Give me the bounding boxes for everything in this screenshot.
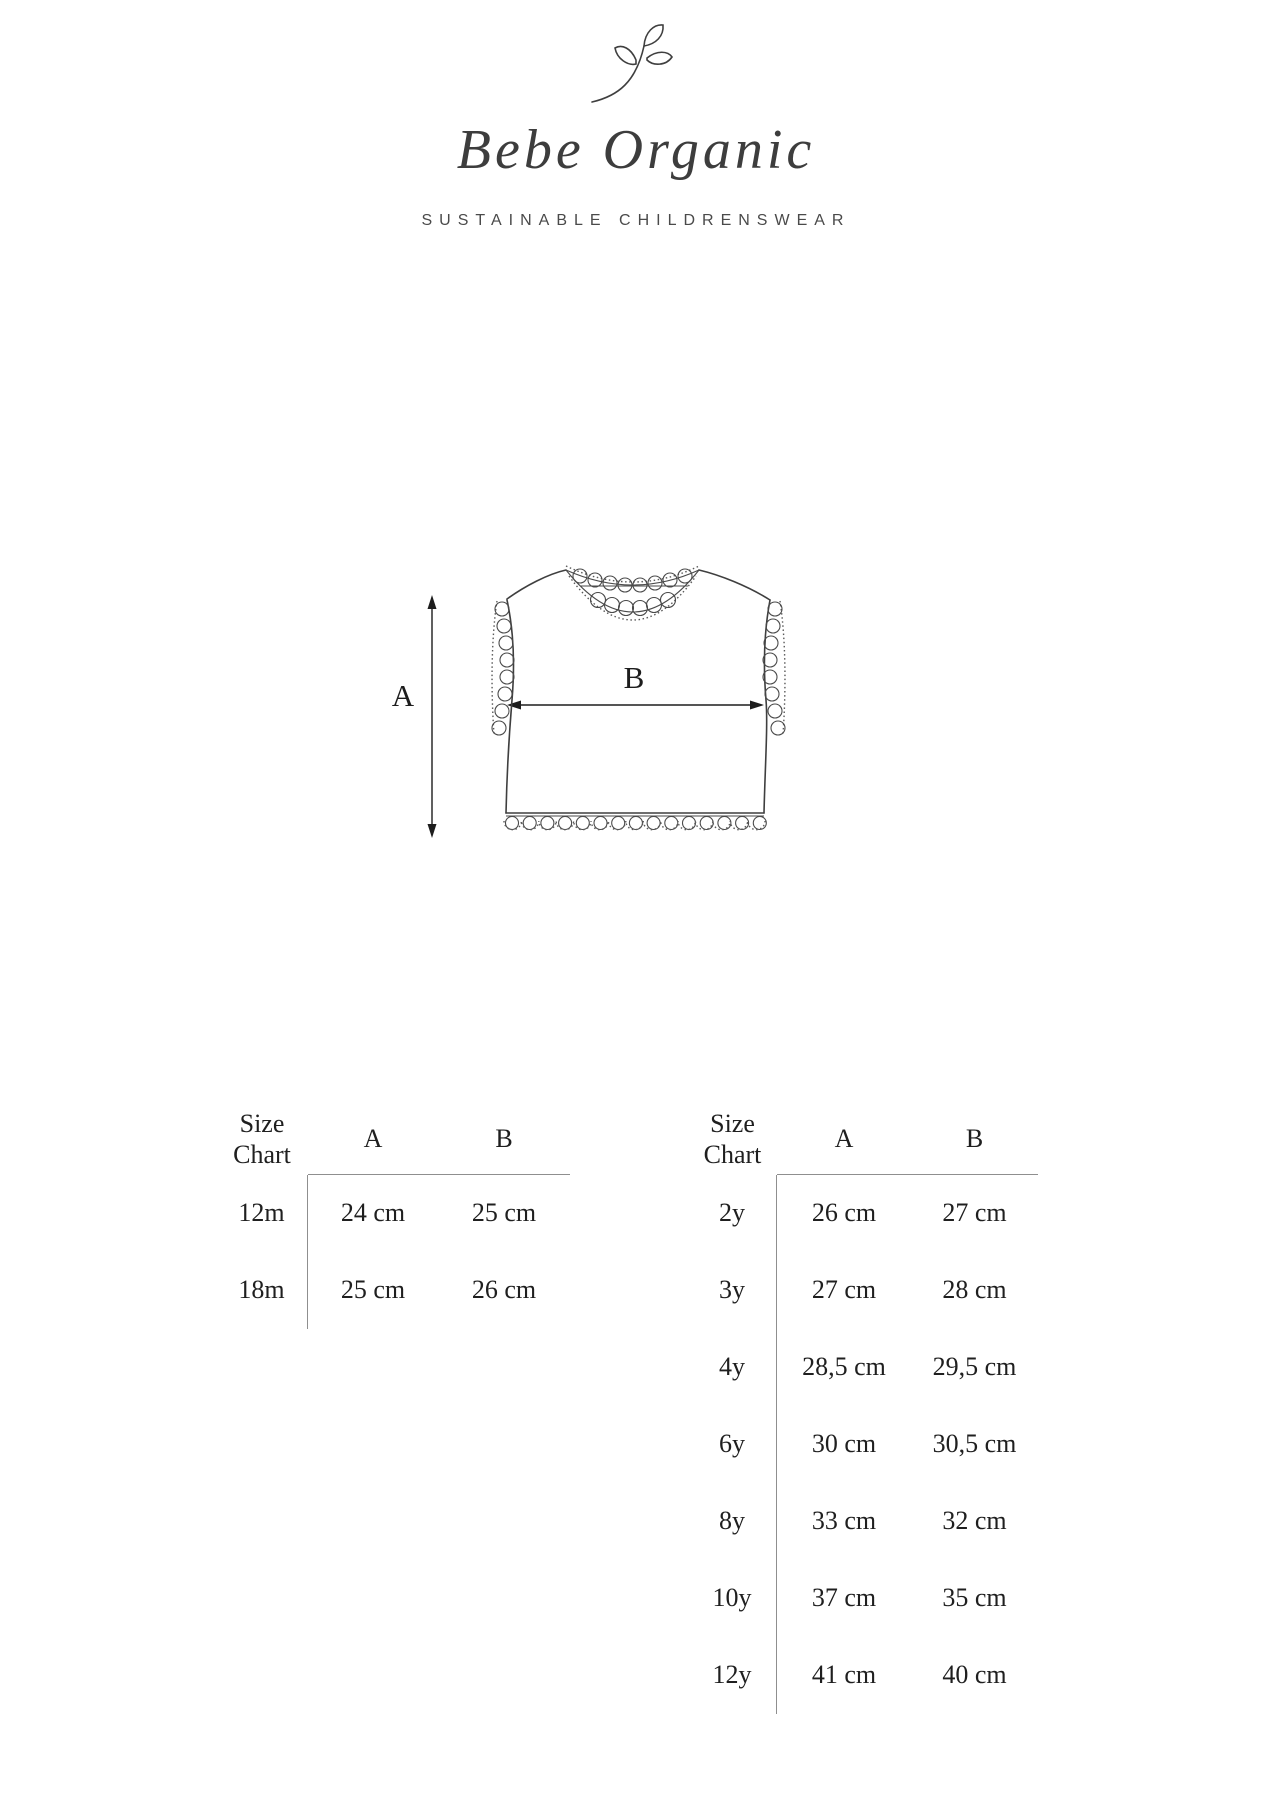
measure-a-value: 37 cm bbox=[811, 1583, 877, 1613]
measure-arrow-b bbox=[507, 701, 764, 710]
column-header-b: B bbox=[438, 1105, 570, 1175]
measure-a-label: A bbox=[391, 678, 415, 713]
size-label: 10y bbox=[620, 1560, 777, 1637]
size-label: 12y bbox=[620, 1637, 777, 1714]
measure-a-value: 30 cm bbox=[811, 1429, 877, 1459]
measure-b-value: 35 cm bbox=[942, 1583, 1007, 1613]
size-label: 6y bbox=[620, 1406, 777, 1483]
measure-a-value: 27 cm bbox=[811, 1275, 877, 1305]
size-chart-title: Size Chart bbox=[703, 1109, 762, 1169]
measure-b-value: 32 cm bbox=[942, 1506, 1007, 1536]
measure-b-value: 40 cm bbox=[942, 1660, 1007, 1690]
column-header-a: A bbox=[777, 1105, 911, 1175]
size-label: 2y bbox=[620, 1175, 777, 1252]
measure-b-label: B bbox=[623, 660, 645, 695]
measure-a-value: 26 cm bbox=[811, 1198, 877, 1228]
measure-a-value: 33 cm bbox=[811, 1506, 877, 1536]
size-label: 4y bbox=[620, 1329, 777, 1406]
measure-b-value: 29,5 cm bbox=[932, 1352, 1017, 1382]
measure-arrow-a bbox=[428, 595, 437, 838]
measure-b-value: 27 cm bbox=[942, 1198, 1007, 1228]
measure-a-value: 24 cm bbox=[340, 1198, 406, 1228]
column-header-a: A bbox=[308, 1105, 438, 1175]
size-label: 18m bbox=[150, 1252, 308, 1329]
measure-b-value: 28 cm bbox=[942, 1275, 1007, 1305]
size-chart-baby bbox=[150, 1105, 570, 1329]
size-label: 3y bbox=[620, 1252, 777, 1329]
leaf-sprig-icon bbox=[586, 22, 686, 108]
measure-a-value: 41 cm bbox=[811, 1660, 877, 1690]
garment-outline bbox=[492, 566, 785, 830]
column-header-b: B bbox=[911, 1105, 1038, 1175]
brand-name: Bebe Organic bbox=[456, 119, 816, 181]
measure-b-value: 26 cm bbox=[471, 1275, 537, 1305]
size-label: 12m bbox=[150, 1175, 308, 1252]
size-chart-title: Size Chart bbox=[233, 1109, 291, 1169]
measure-a-value: 25 cm bbox=[340, 1275, 406, 1305]
size-chart-kids bbox=[620, 1105, 1038, 1714]
measure-a-value: 28,5 cm bbox=[802, 1352, 886, 1382]
measure-b-value: 25 cm bbox=[471, 1198, 537, 1228]
brand-tagline: SUSTAINABLE CHILDRENSWEAR bbox=[421, 212, 851, 229]
size-label: 8y bbox=[620, 1483, 777, 1560]
garment-sketch bbox=[380, 440, 820, 870]
measure-b-value: 30,5 cm bbox=[932, 1429, 1017, 1459]
